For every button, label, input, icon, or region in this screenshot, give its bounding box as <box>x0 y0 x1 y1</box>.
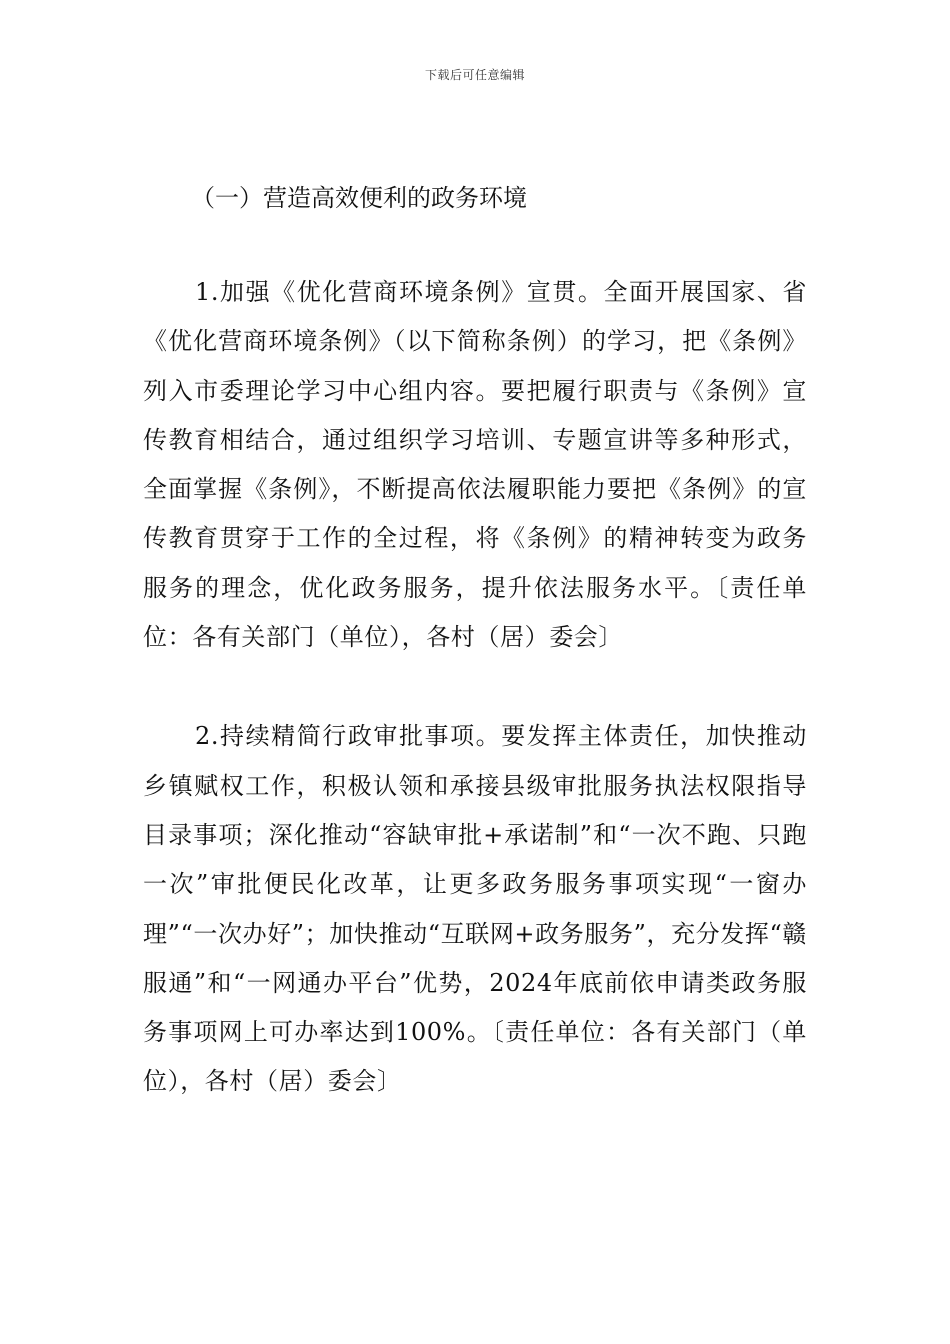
paragraph-2: 2.持续精简行政审批事项。要发挥主体责任，加快推动乡镇赋权工作，积极认领和承接县级审批服务执法权限指导目录事项；深化推动“容缺审批+承诺制”和“一次不跑、只跑一次”审批便民化改革，让更多政务服务事项实现“一窗办理”“一次办好”；加快推动“互联网+政务服务”，充分发挥“赣服通”和“一网通办平台”优势，2024年底前依申请类政务服务事项网上可办率达到100%。〔责任单位：各有关部门（单位），各村（居）委会〕 <box>143 722 807 1096</box>
header-note: 下载后可任意编辑 <box>424 68 525 82</box>
document-body <box>143 178 807 1157</box>
section-heading: （一）营造高效便利的政务环境 <box>191 184 527 212</box>
paragraph-1: 1.加强《优化营商环境条例》宣贯。全面开展国家、省《优化营商环境条例》（以下简称条例）的学习，把《条例》列入市委理论学习中心组内容。要把履行职责与《条例》宣传教育相结合，通过组织学习培训、专题宣讲等多种形式，全面掌握《条例》，不断提高依法履职能力要把《条例》的宣传教育贯穿于工作的全过程，将《条例》的精神转变为政务服务的理念，优化政务服务，提升依法服务水平。〔责任单位：各有关部门（单位），各村（居）委会〕 <box>143 278 807 652</box>
